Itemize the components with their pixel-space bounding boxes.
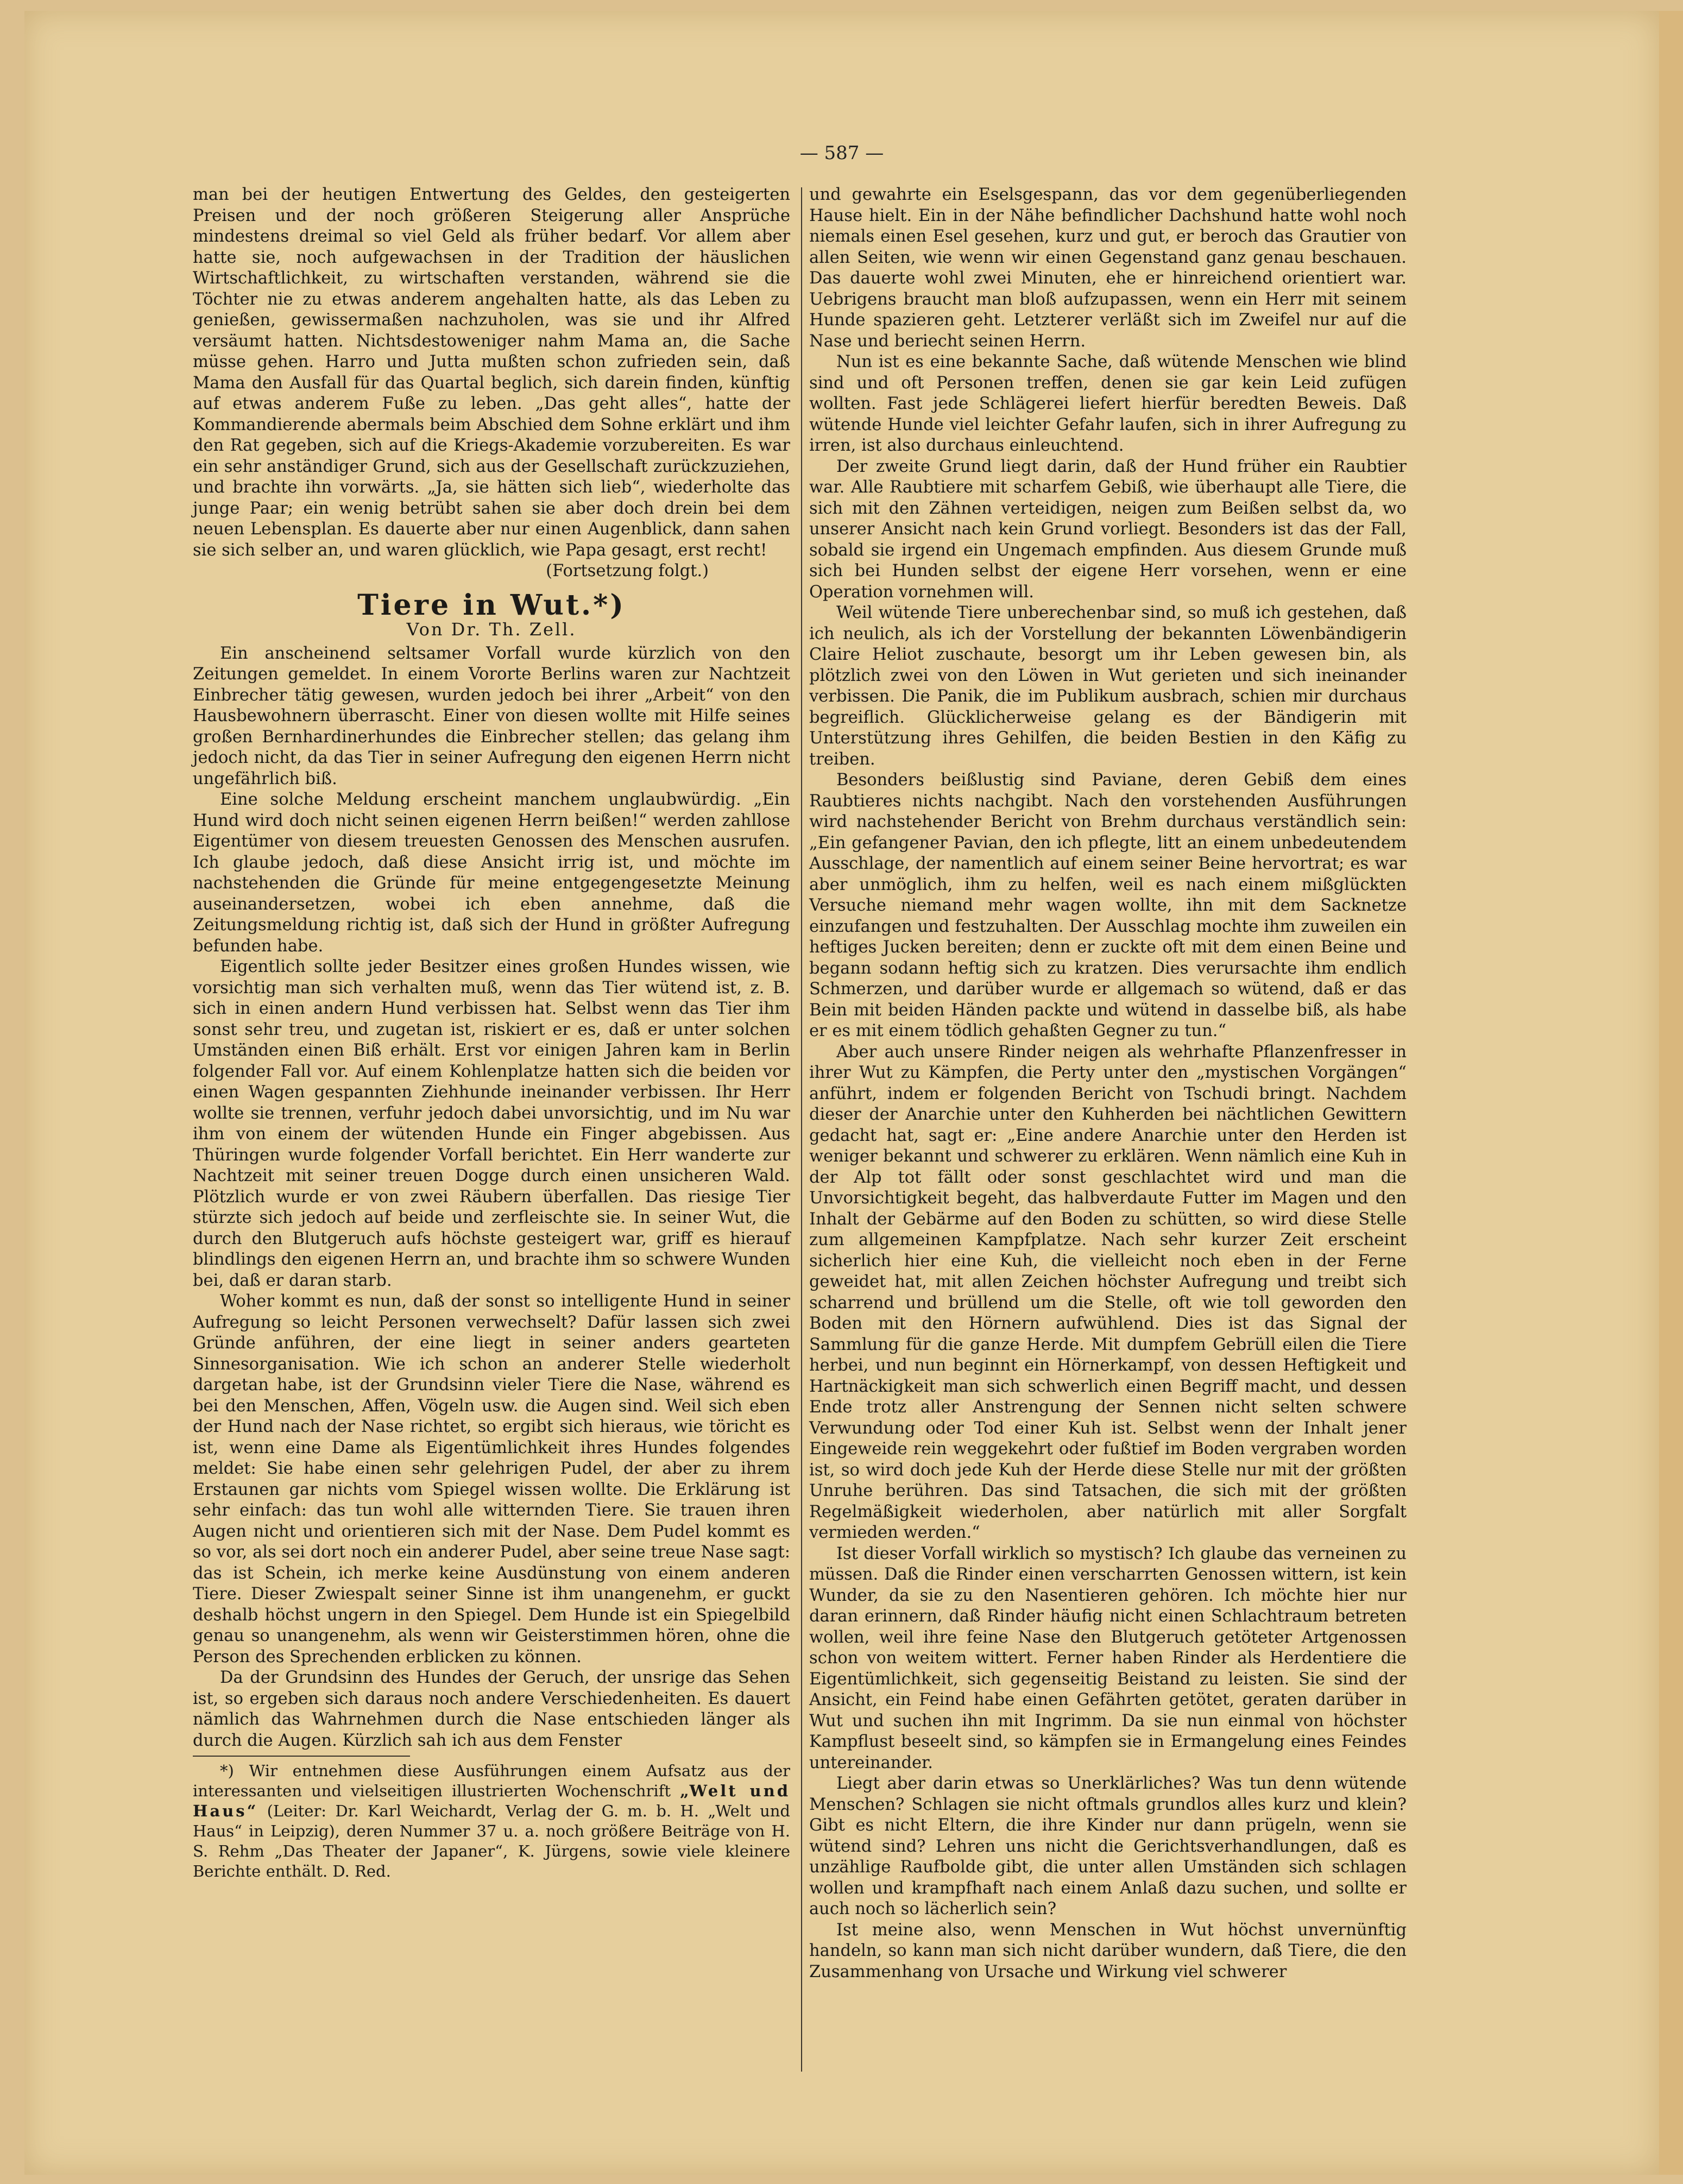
article-paragraph: Besonders beißlustig sind Paviane, deren Gebiß dem eines Raubtieres nichts nachgibt. Nach den vorstehenden Ausführungen wird nachstehender Bericht von Brehm durchaus verständlich sein: „Ein gefangener Pavian, den ich pflegte, litt an einem unbedeutendem Ausschlage, der namentlich auf einem seiner Beine hervortrat; es war aber unmöglich, ihm zu helfen, weil es nach einem mißglückten Versuche niemand mehr wagen wollte, ihn mit dem Sacknetze einzufangen und festzuhalten. Der Ausschlag mochte ihm zuweilen ein heftiges Jucken bereiten; denn er zuckte oft mit dem einen Beine und begann sodann heftig sich zu kratzen. Dies verursachte ihm endlich Schmerzen, und darüber wurde er allgemach so wütend, daß er das Bein mit beiden Händen packte und wütend in dasselbe biß, als habe er es mit einem tödlich gehaßten Gegner zu tun.“: [809, 771, 1407, 1040]
article-paragraph: Liegt aber darin etwas so Unerklärliches? Was tun denn wütende Menschen? Schlagen sie nicht oftmals grundlos alles kurz und klein? Gibt es nicht Eltern, die ihre Kinder nur dann prügeln, wenn sie wütend sind? Lehren uns nicht die Gerichtsverhandlungen, daß es unzählige Raufbolde gibt, die unter allen Umständen sich schlagen wollen und krampfhaft nach einem Anlaß dazu suchen, und sollte er auch noch so lächerlich sein?: [809, 1774, 1407, 1918]
page-number: — 587 —: [799, 142, 884, 164]
article-paragraph: Da der Grundsinn des Hundes der Geruch, der unsrige das Sehen ist, so ergeben sich daraus noch andere Verschiedenheiten. Es dauert nämlich das Wahrnehmen durch die Nase entschieden länger als durch die Augen. Kürzlich sah ich aus dem Fenster: [193, 1668, 790, 1750]
article-paragraph: Aber auch unsere Rinder neigen als wehrhafte Pflanzenfresser in ihrer Wut zu Kämpfen, die Perty unter den „mystischen Vorgängen“ anführt, indem er folgenden Bericht von Tschudi bringt. Nachdem dieser der Anarchie unter den Kuhherden bei nächtlichen Gewittern gedacht hat, sagt er: „Eine andere Anarchie unter den Herden ist weniger bekannt und schwerer zu erklären. Wenn nämlich eine Kuh in der Alp tot fällt oder sonst geschlachtet wird und man die Unvorsichtigkeit begeht, das halbverdaute Futter im Magen und den Inhalt der Gebärme auf den Boden zu schütten, so wird diese Stelle zum allgemeinen Kampfplatze. Nach sehr kurzer Zeit erscheint sicherlich hier eine Kuh, die vielleicht noch eben in der Ferne geweidet hat, mit allen Zeichen höchster Aufregung und treibt sich scharrend und brüllend um die Stelle, oft wie toll geworden den Boden mit den Hörnern aufwühlend. Dies ist das Signal der Sammlung für die ganze Herde. Mit dumpfem Gebrüll eilen die Tiere herbei, und nun beginnt ein Hörnerkampf, von dessen Heftigkeit und Hartnäckigkeit man sich schwerlich einen Begriff macht, und dessen Ende trotz aller Anstrengung der Sennen nicht selten schwere Verwundung oder Tod einer Kuh ist. Selbst wenn der Inhalt jener Eingeweide rein weggekehrt oder fußtief im Boden vergraben worden ist, so wird doch jede Kuh der Herde diese Stelle nur mit der größten Unruhe berühren. Das sind Tatsachen, die sich mit der größten Regelmäßigkeit wiederholen, aber natürlich mit aller Sorgfalt vermieden werden.“: [809, 1042, 1407, 1542]
footnote-magazine-title: „Welt und Haus“: [193, 1782, 790, 1820]
article-byline: Von Dr. Th. Zell.: [406, 619, 577, 640]
article-paragraph: Weil wütende Tiere unberechenbar sind, so muß ich gestehen, daß ich neulich, als ich der Vorstellung der bekannten Löwenbändigerin Claire Heliot zuschaute, besorgt um ihr Leben gewesen bin, als plötzlich zwei von den Löwen in Wut gerieten und sich ineinander verbissen. Die Panik, die im Publikum ausbrach, schien mir durchaus begreiflich. Glücklicherweise gelang es der Bändigerin mit Unterstützung ihres Gehilfen, die beiden Bestien in den Käfig zu treiben.: [809, 603, 1407, 769]
right-column: [809, 185, 1407, 2096]
continued-note: (Fortsetzung folgt.): [546, 561, 709, 580]
article-paragraph: Ist dieser Vorfall wirklich so mystisch? Ich glaube das verneinen zu müssen. Daß die Rinder einen verscharrten Genossen wittern, ist kein Wunder, da sie zu den Nasentieren gehören. Ich möchte hier nur daran erinnern, daß Rinder häufig nicht einen Schlachtraum betreten wollen, weil ihre feine Nase den Blutgeruch getöteter Artgenossen schon von weitem wittert. Ferner haben Rinder als Herdentiere die Eigentümlichkeit, sich gegenseitig Beistand zu leisten. Sie sind der Ansicht, ein Feind habe einen Gefährten getötet, geraten darüber in Wut und suchen ihn mit Ingrimm. Da sie nun einmal von höchster Kampflust beseelt sind, so kämpfen sie in Ermangelung eines Feindes untereinander.: [809, 1544, 1407, 1772]
footnote-rest: (Leiter: Dr. Karl Weichardt, Verlag der G. m. b. H. „Welt und Haus“ in Leipzig), deren Nummer 37 u. a. noch größere Beiträge von H. S. Rehm „Das Theater der Japaner“, K. Jürgens, sowie viele kleinere Berichte enthält. D. Red.: [193, 1802, 790, 1880]
article-paragraph: Ein anscheinend seltsamer Vorfall wurde kürzlich von den Zeitungen gemeldet. In einem Vororte Berlins waren zur Nachtzeit Einbrecher tätig gewesen, wurden jedoch bei ihrer „Arbeit“ von den Hausbewohnern überrascht. Einer von diesen wollte mit Hilfe seines großen Bernhardinerhundes die Einbrecher stellen; das gelang ihm jedoch nicht, da das Tier in seiner Aufregung den eigenen Herrn nicht ungefährlich biß.: [193, 643, 790, 788]
page-edge: [1659, 11, 1683, 2175]
article-paragraph: Eigentlich sollte jeder Besitzer eines großen Hundes wissen, wie vorsichtig man sich verhalten muß, wenn das Tier wütend ist, z. B. sich in einen andern Hund verbissen hat. Selbst wenn das Tier ihm sonst sehr treu, und zugetan ist, riskiert er es, daß er unter solchen Umständen einen Biß erhält. Erst vor einigen Jahren kam in Berlin folgender Fall vor. Auf einem Kohlenplatze hatten sich die beiden vor einen Wagen gespannten Ziehhunde ineinander verbissen. Ihr Herr wollte sie trennen, verfuhr jedoch dabei unvorsichtig, und im Nu war ihm von einem der wütenden Hunde ein Finger abgebissen. Aus Thüringen wurde folgender Vorfall berichtet. Ein Herr wanderte zur Nachtzeit mit seiner treuen Dogge durch einen unsicheren Wald. Plötzlich wurde er von zwei Räubern überfallen. Das riesige Tier stürzte sich jedoch auf beide und zerfleischte sie. In seiner Wut, die durch den Blutgeruch aufs höchste gesteigert war, griff es hierauf blindlings den eigenen Herrn an, und brachte ihm so schwere Wunden bei, daß er daran starb.: [193, 957, 790, 1290]
article-paragraph: Ist meine also, wenn Menschen in Wut höchst unvernünftig handeln, so kann man sich nicht darüber wundern, daß Tiere, die den Zusammenhang von Ursache und Wirkung viel schwerer: [809, 1920, 1407, 1981]
article-paragraph: und gewahrte ein Eselsgespann, das vor dem gegenüberliegenden Hause hielt. Ein in der Nähe befindlicher Dachshund hatte wohl noch niemals einen Esel gesehen, kurz und gut, er beroch das Grautier von allen Seiten, wie wenn wir einen Gegenstand ganz genau beschauen. Das dauerte wohl zwei Minuten, ehe er hinreichend orientiert war. Uebrigens braucht man bloß aufzupassen, wenn ein Herr mit seinem Hunde spazieren geht. Letzterer verläßt sich im Zweifel nur auf die Nase und beriecht seinen Herrn.: [809, 185, 1407, 351]
article-paragraph: Eine solche Meldung erscheint manchem unglaubwürdig. „Ein Hund wird doch nicht seinen eigenen Herrn beißen!“ werden zahllose Eigentümer von diesem treuesten Genossen des Menschen ausrufen. Ich glaube jedoch, daß diese Ansicht irrig ist, und möchte im nachstehenden die Gründe für meine entgegengesetzte Meinung auseinandersetzen, wobei ich eben annehme, daß die Zeitungsmeldung richtig ist, daß sich der Hund in größter Aufregung befunden habe.: [193, 790, 790, 956]
left-column: [193, 185, 790, 2096]
article-paragraph: Woher kommt es nun, daß der sonst so intelligente Hund in seiner Aufregung so leicht Personen verwechselt? Dafür lassen sich zwei Gründe anführen, der eine liegt in seiner anders gearteten Sinnesorganisation. Wie ich schon an anderer Stelle wiederholt dargetan habe, ist der Grundsinn vieler Tiere die Nase, während es bei den Menschen, Affen, Vögeln usw. die Augen sind. Weil sich eben der Hund nach der Nase richtet, so ergibt sich hieraus, wie töricht es ist, wenn eine Dame als Eigentümlichkeit ihres Hundes folgendes meldet: Sie habe einen sehr gelehrigen Pudel, der aber zu ihrem Erstaunen gar nichts vom Spiegel wissen wollte. Die Erklärung ist sehr einfach: das tun wohl alle witternden Tiere. Sie trauen ihren Augen nicht und orientieren sich mit der Nase. Dem Pudel kommt es so vor, als sei dort noch ein anderer Pudel, aber seine treue Nase sagt: das ist Schein, ich merke keine Ausdünstung von einem anderen Tiere. Dieser Zwiespalt seiner Sinne ist ihm unangenehm, er guckt deshalb höchst ungern in den Spiegel. Dem Hunde ist ein Spiegelbild genau so unangenehm, als wenn wir Geisterstimmen hören, ohne die Person des Sprechenden erblicken zu können.: [193, 1292, 790, 1667]
footnote-lead: *) Wir entnehmen diese Ausführungen einem Aufsatz aus der interessanten und vielseitigen illustrierten Wochenschrift: [193, 1762, 790, 1800]
footnote: [193, 1761, 790, 1882]
column-divider: [801, 187, 802, 2072]
article-paragraph: Nun ist es eine bekannte Sache, daß wütende Menschen wie blind sind und oft Personen treffen, denen sie gar kein Leid zufügen wollten. Fast jede Schlägerei liefert hierfür beredten Beweis. Daß wütende Hunde viel leichter Gefahr laufen, sich in ihrer Aufregung zu irren, ist also durchaus einleuchtend.: [809, 352, 1407, 455]
article-paragraph: Der zweite Grund liegt darin, daß der Hund früher ein Raubtier war. Alle Raubtiere mit scharfem Gebiß, wie überhaupt alle Tiere, die sich mit den Zähnen verteidigen, neigen zum Beißen selbst da, wo unserer Ansicht nach kein Grund vorliegt. Besonders ist das der Fall, sobald sie irgend ein Ungemach empfinden. Aus diesem Grunde muß sich bei Hunden selbst der eigene Herr vorsehen, wenn er eine Operation vornehmen will.: [809, 457, 1407, 602]
serial-paragraph: man bei der heutigen Entwertung des Geldes, den gesteigerten Preisen und der noch größeren Steigerung aller Ansprüche mindestens dreimal so viel Geld als früher bedarf. Vor allem aber hatte sie, noch aufgewachsen in der Tradition der häuslichen Wirtschaftlichkeit, zu wirtschaften verstanden, während sie die Töchter nie zu etwas anderem angehalten hatte, als das Leben zu genießen, gewissermaßen nachzuholen, was sie und ihr Alfred versäumt hatten. Nichtsdestoweniger nahm Mama an, die Sache müsse gehen. Harro und Jutta mußten schon zufrieden sein, daß Mama den Ausfall für das Quartal beglich, sich darein finden, künftig auf etwas anderem Fuße zu leben. „Das geht alles“, hatte der Kommandierende abermals beim Abschied dem Sohne erklärt und ihm den Rat gegeben, sich auf die Kriegs-Akademie vorzubereiten. Es war ein sehr anständiger Grund, sich aus der Gesellschaft zurückzuziehen, und brachte ihn vorwärts. „Ja, sie hätten sich lieb“, wiederholte das junge Paar; ein wenig betrübt sahen sie aber doch drein bei dem neuen Lebensplan. Es dauerte aber nur einen Augenblick, dann sahen sie sich selber an, und waren glücklich, wie Papa gesagt, erst recht!: [193, 185, 790, 560]
footnote-rule: [193, 1756, 410, 1757]
article-title: Tiere in Wut.*): [357, 588, 626, 622]
